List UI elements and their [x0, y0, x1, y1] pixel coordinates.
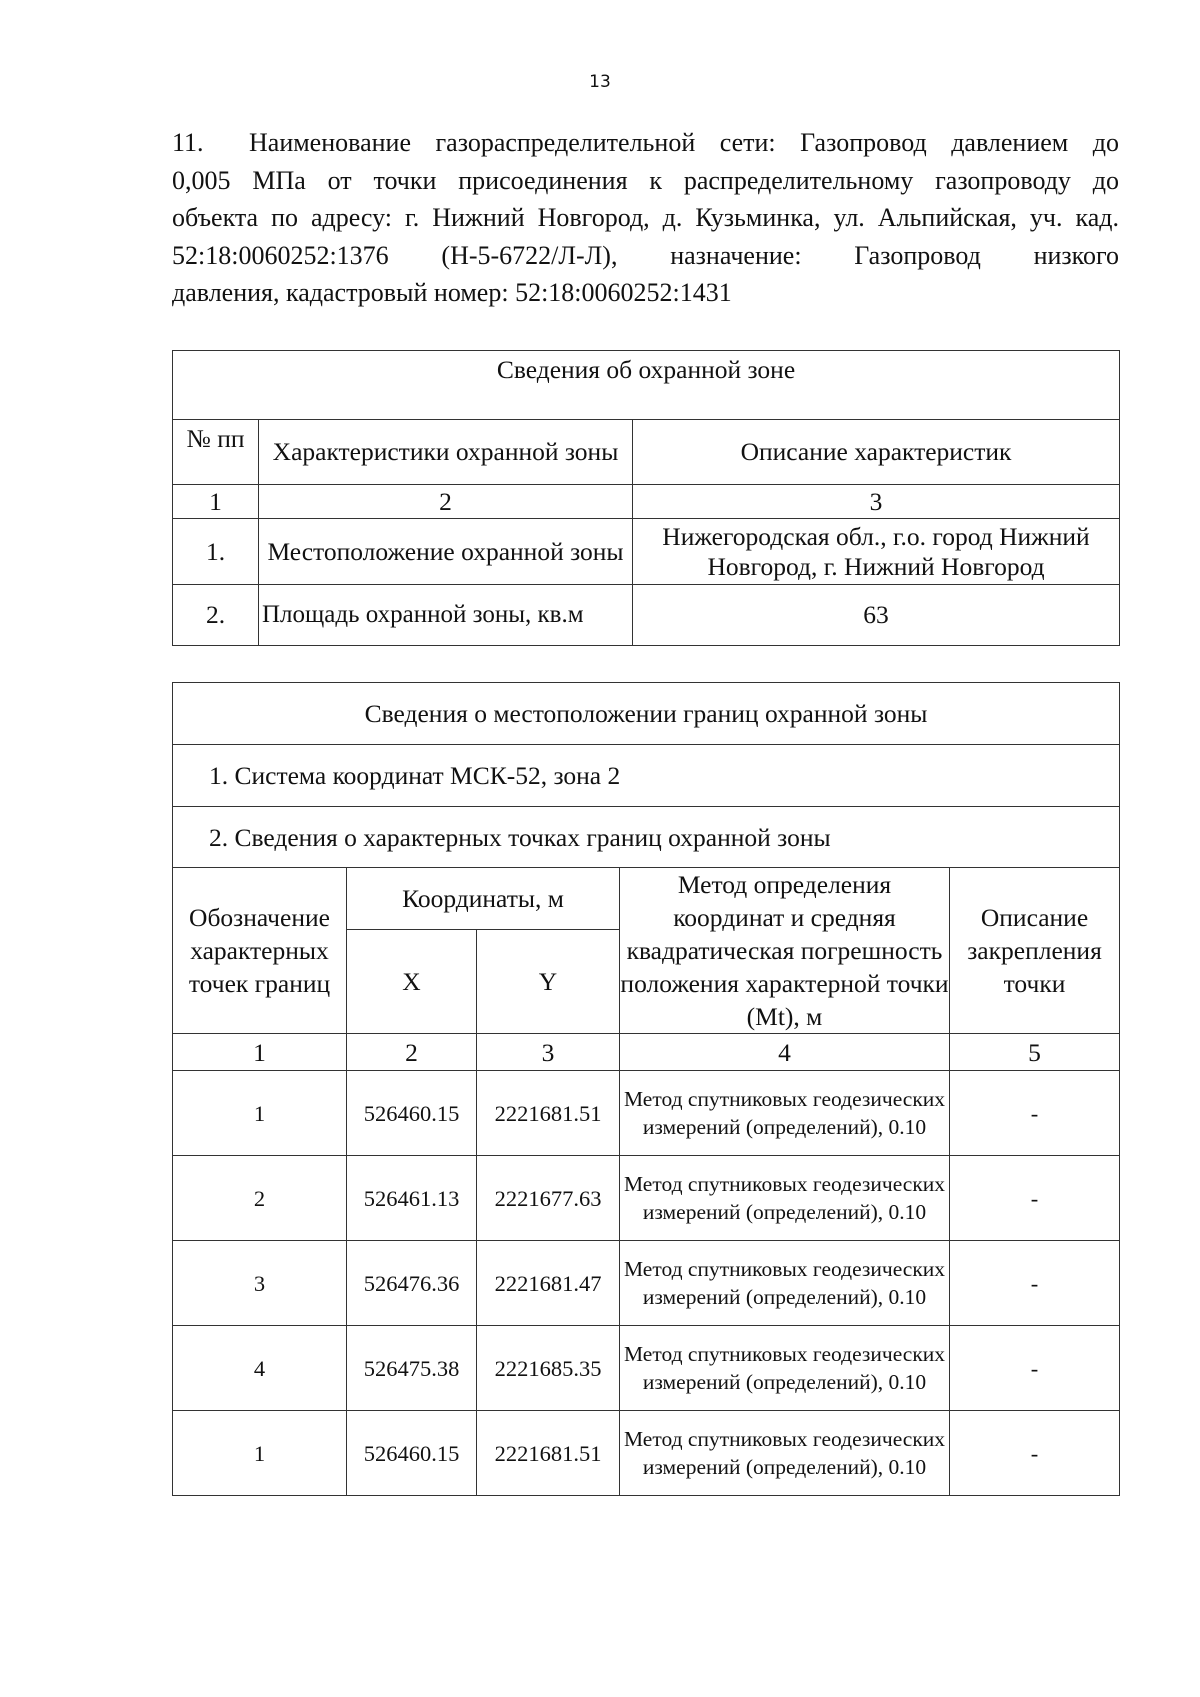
- col-number-2: 2: [347, 1034, 477, 1071]
- boundary-table: [172, 682, 1120, 1496]
- intro-line-1: [172, 124, 1119, 162]
- col-number-2: 2: [259, 485, 633, 519]
- row-1-description: Нижегородская обл., г.о. город Нижний Новгород, г. Нижний Новгород: [633, 519, 1120, 585]
- col-number-4: 4: [620, 1034, 950, 1071]
- intro-line-2: 0,005 МПа от точки присоединения к распределительному газопроводу до: [172, 165, 1119, 195]
- header-y: Y: [477, 930, 620, 1034]
- fixing: -: [950, 1071, 1120, 1156]
- header-method: Метод определения координат и средняя квадратическая погрешность положения характерной точки (Mt), м: [620, 868, 950, 1034]
- intro-line-4: 52:18:0060252:1376 (Н-5-6722/Л-Л), назначение: Газопровод низкого: [172, 240, 1119, 270]
- intro-paragraph: [172, 124, 1119, 312]
- header-num: № пп: [173, 420, 259, 485]
- coord-y: 2221677.63: [477, 1156, 620, 1241]
- fixing: -: [950, 1156, 1120, 1241]
- points-title: 2. Сведения о характерных точках границ охранной зоны: [173, 807, 1120, 868]
- col-number-1: 1: [173, 1034, 347, 1071]
- row-1-num: 1.: [173, 519, 259, 585]
- method: Метод спутниковых геодезических измерений (определений), 0.10: [620, 1411, 950, 1496]
- item-number: 11.: [172, 128, 204, 157]
- row-1-characteristic: Местоположение охранной зоны: [259, 519, 633, 585]
- table-row: [173, 1411, 1120, 1496]
- coord-x: 526461.13: [347, 1156, 477, 1241]
- fixing: -: [950, 1241, 1120, 1326]
- header-fixing: Описание закрепления точки: [950, 868, 1120, 1034]
- method: Метод спутниковых геодезических измерений (определений), 0.10: [620, 1241, 950, 1326]
- point-id: 4: [173, 1326, 347, 1411]
- zone-table-title: Сведения об охранной зоне: [173, 351, 1120, 420]
- point-id: 2: [173, 1156, 347, 1241]
- zone-info-table: [172, 350, 1120, 646]
- header-description: Описание характеристик: [633, 420, 1120, 485]
- method: Метод спутниковых геодезических измерений (определений), 0.10: [620, 1326, 950, 1411]
- header-designation: Обозначение характерных точек границ: [173, 868, 347, 1034]
- method: Метод спутниковых геодезических измерений (определений), 0.10: [620, 1156, 950, 1241]
- coordinate-system: 1. Система координат МСК-52, зона 2: [173, 745, 1120, 807]
- row-2-num: 2.: [173, 585, 259, 646]
- coord-x: 526475.38: [347, 1326, 477, 1411]
- coord-y: 2221685.35: [477, 1326, 620, 1411]
- point-id: 3: [173, 1241, 347, 1326]
- coord-y: 2221681.51: [477, 1411, 620, 1496]
- page-number: 13: [589, 72, 611, 92]
- col-number-5: 5: [950, 1034, 1120, 1071]
- fixing: -: [950, 1411, 1120, 1496]
- point-id: 1: [173, 1411, 347, 1496]
- intro-line-1-text: Наименование газораспределительной сети: Газопровод давлением до: [249, 128, 1119, 157]
- fixing: -: [950, 1326, 1120, 1411]
- row-2-characteristic: Площадь охранной зоны, кв.м: [259, 585, 633, 646]
- header-coordinates: Координаты, м: [347, 868, 620, 930]
- coord-x: 526476.36: [347, 1241, 477, 1326]
- table-row: [173, 1156, 1120, 1241]
- intro-line-5: давления, кадастровый номер: 52:18:0060252:1431: [172, 278, 732, 307]
- table-row: [173, 1241, 1120, 1326]
- coord-x: 526460.15: [347, 1071, 477, 1156]
- coord-y: 2221681.47: [477, 1241, 620, 1326]
- header-x: X: [347, 930, 477, 1034]
- boundary-table-title: Сведения о местоположении границ охранной зоны: [173, 683, 1120, 745]
- col-number-3: 3: [633, 485, 1120, 519]
- col-number-1: 1: [173, 485, 259, 519]
- coord-y: 2221681.51: [477, 1071, 620, 1156]
- method: Метод спутниковых геодезических измерений (определений), 0.10: [620, 1071, 950, 1156]
- table-row: [173, 1071, 1120, 1156]
- row-2-description: 63: [633, 585, 1120, 646]
- header-characteristic: Характеристики охранной зоны: [259, 420, 633, 485]
- col-number-3: 3: [477, 1034, 620, 1071]
- coord-x: 526460.15: [347, 1411, 477, 1496]
- point-id: 1: [173, 1071, 347, 1156]
- intro-line-3: объекта по адресу: г. Нижний Новгород, д. Кузьминка, ул. Альпийская, уч. кад.: [172, 203, 1119, 232]
- table-row: [173, 1326, 1120, 1411]
